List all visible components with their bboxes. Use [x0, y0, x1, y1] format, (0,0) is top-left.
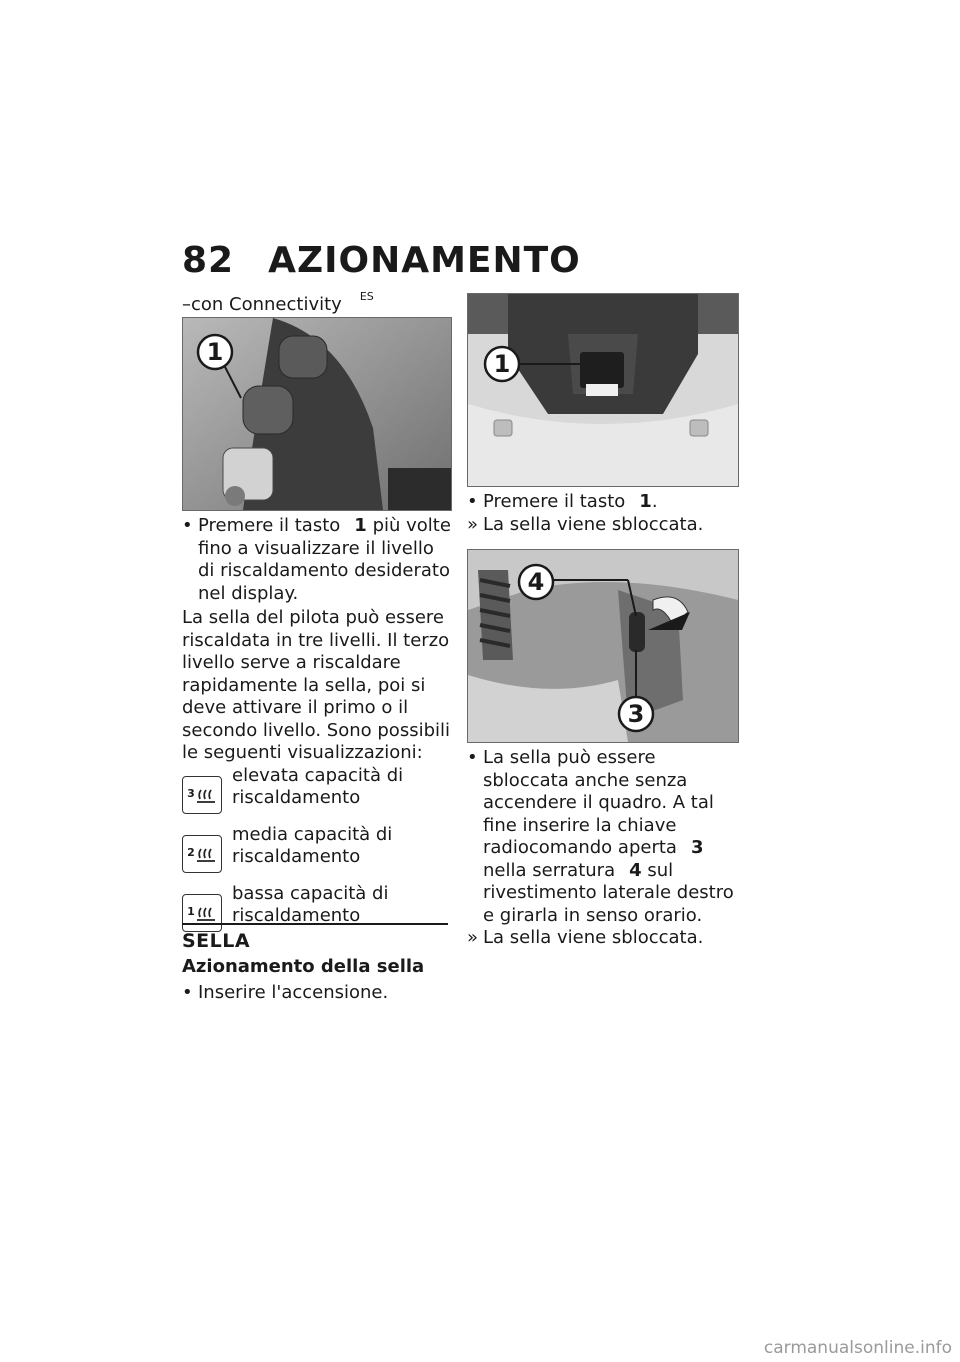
page-header [182, 240, 581, 281]
svg-text:3: 3 [627, 700, 645, 728]
page-title: AZIONAMENTO [268, 240, 581, 281]
step-press-repeatedly: • Premere il tasto 1 più volte fino a visualizzare il livello di riscaldamento desiderato nel display. [182, 515, 452, 605]
section-divider [182, 923, 448, 925]
heat-level-3 [182, 765, 452, 814]
photo-handlebar-switch [182, 317, 452, 511]
callout-1 [195, 332, 235, 372]
heat-level-list [182, 765, 452, 932]
callout-3 [616, 694, 656, 734]
seat-lock-illustration [468, 550, 738, 742]
step-ignition: • Inserire l'accensione. [182, 982, 468, 1005]
svg-text:1: 1 [206, 338, 224, 366]
subsection-title: Azionamento della sella [182, 956, 425, 977]
photo-seat-lock [467, 549, 739, 743]
page-subtitle [182, 290, 374, 315]
section-title: SELLA [182, 930, 251, 952]
heat-level-2-label: media capacità di riscaldamento [232, 823, 393, 867]
subtitle-text: –con Connectivity [182, 294, 342, 315]
seat-heat-level-2-icon: 2 [182, 835, 222, 873]
callout-4 [516, 562, 556, 602]
right-column-top [467, 491, 739, 536]
page-number: 82 [182, 240, 235, 281]
info-paragraph: La sella del pilota può essere riscaldata in tre livelli. Il terzo livello serve a riscaldare rapidamente la sella, poi si deve attivare il primo o il secondo livello. Sono possibili le seguenti visualizzazioni: [182, 607, 451, 763]
result-seat-unlocked-2: » La sella viene sbloccata. [467, 927, 739, 950]
watermark: carmanualsonline.info [763, 1338, 952, 1358]
result-seat-unlocked: » La sella viene sbloccata. [467, 514, 739, 537]
step-key-unlock: • La sella può essere sbloccata anche senza accendere il quadro. A tal fine inserire la chiave radiocomando aperta 3 nella serratura 4 sul rivestimento laterale destro e girarla in senso orario. [467, 747, 739, 927]
seat-heat-level-1-icon: 1 [182, 894, 222, 932]
photo-seat-button [467, 293, 739, 487]
step-press-button: • Premere il tasto 1. [467, 491, 739, 514]
left-column [182, 515, 452, 932]
heat-level-3-label: elevata capacità di riscaldamento [232, 764, 404, 808]
heat-level-2 [182, 824, 452, 873]
heat-level-1-label: bassa capacità di riscaldamento [232, 882, 389, 926]
svg-text:1: 1 [493, 350, 511, 378]
seat-button-illustration [468, 294, 738, 486]
lang-tag: ES [359, 290, 374, 303]
callout-1 [482, 344, 522, 384]
seat-heat-level-3-icon: 3 [182, 776, 222, 814]
right-column-bottom [467, 747, 739, 950]
svg-text:4: 4 [527, 568, 545, 596]
